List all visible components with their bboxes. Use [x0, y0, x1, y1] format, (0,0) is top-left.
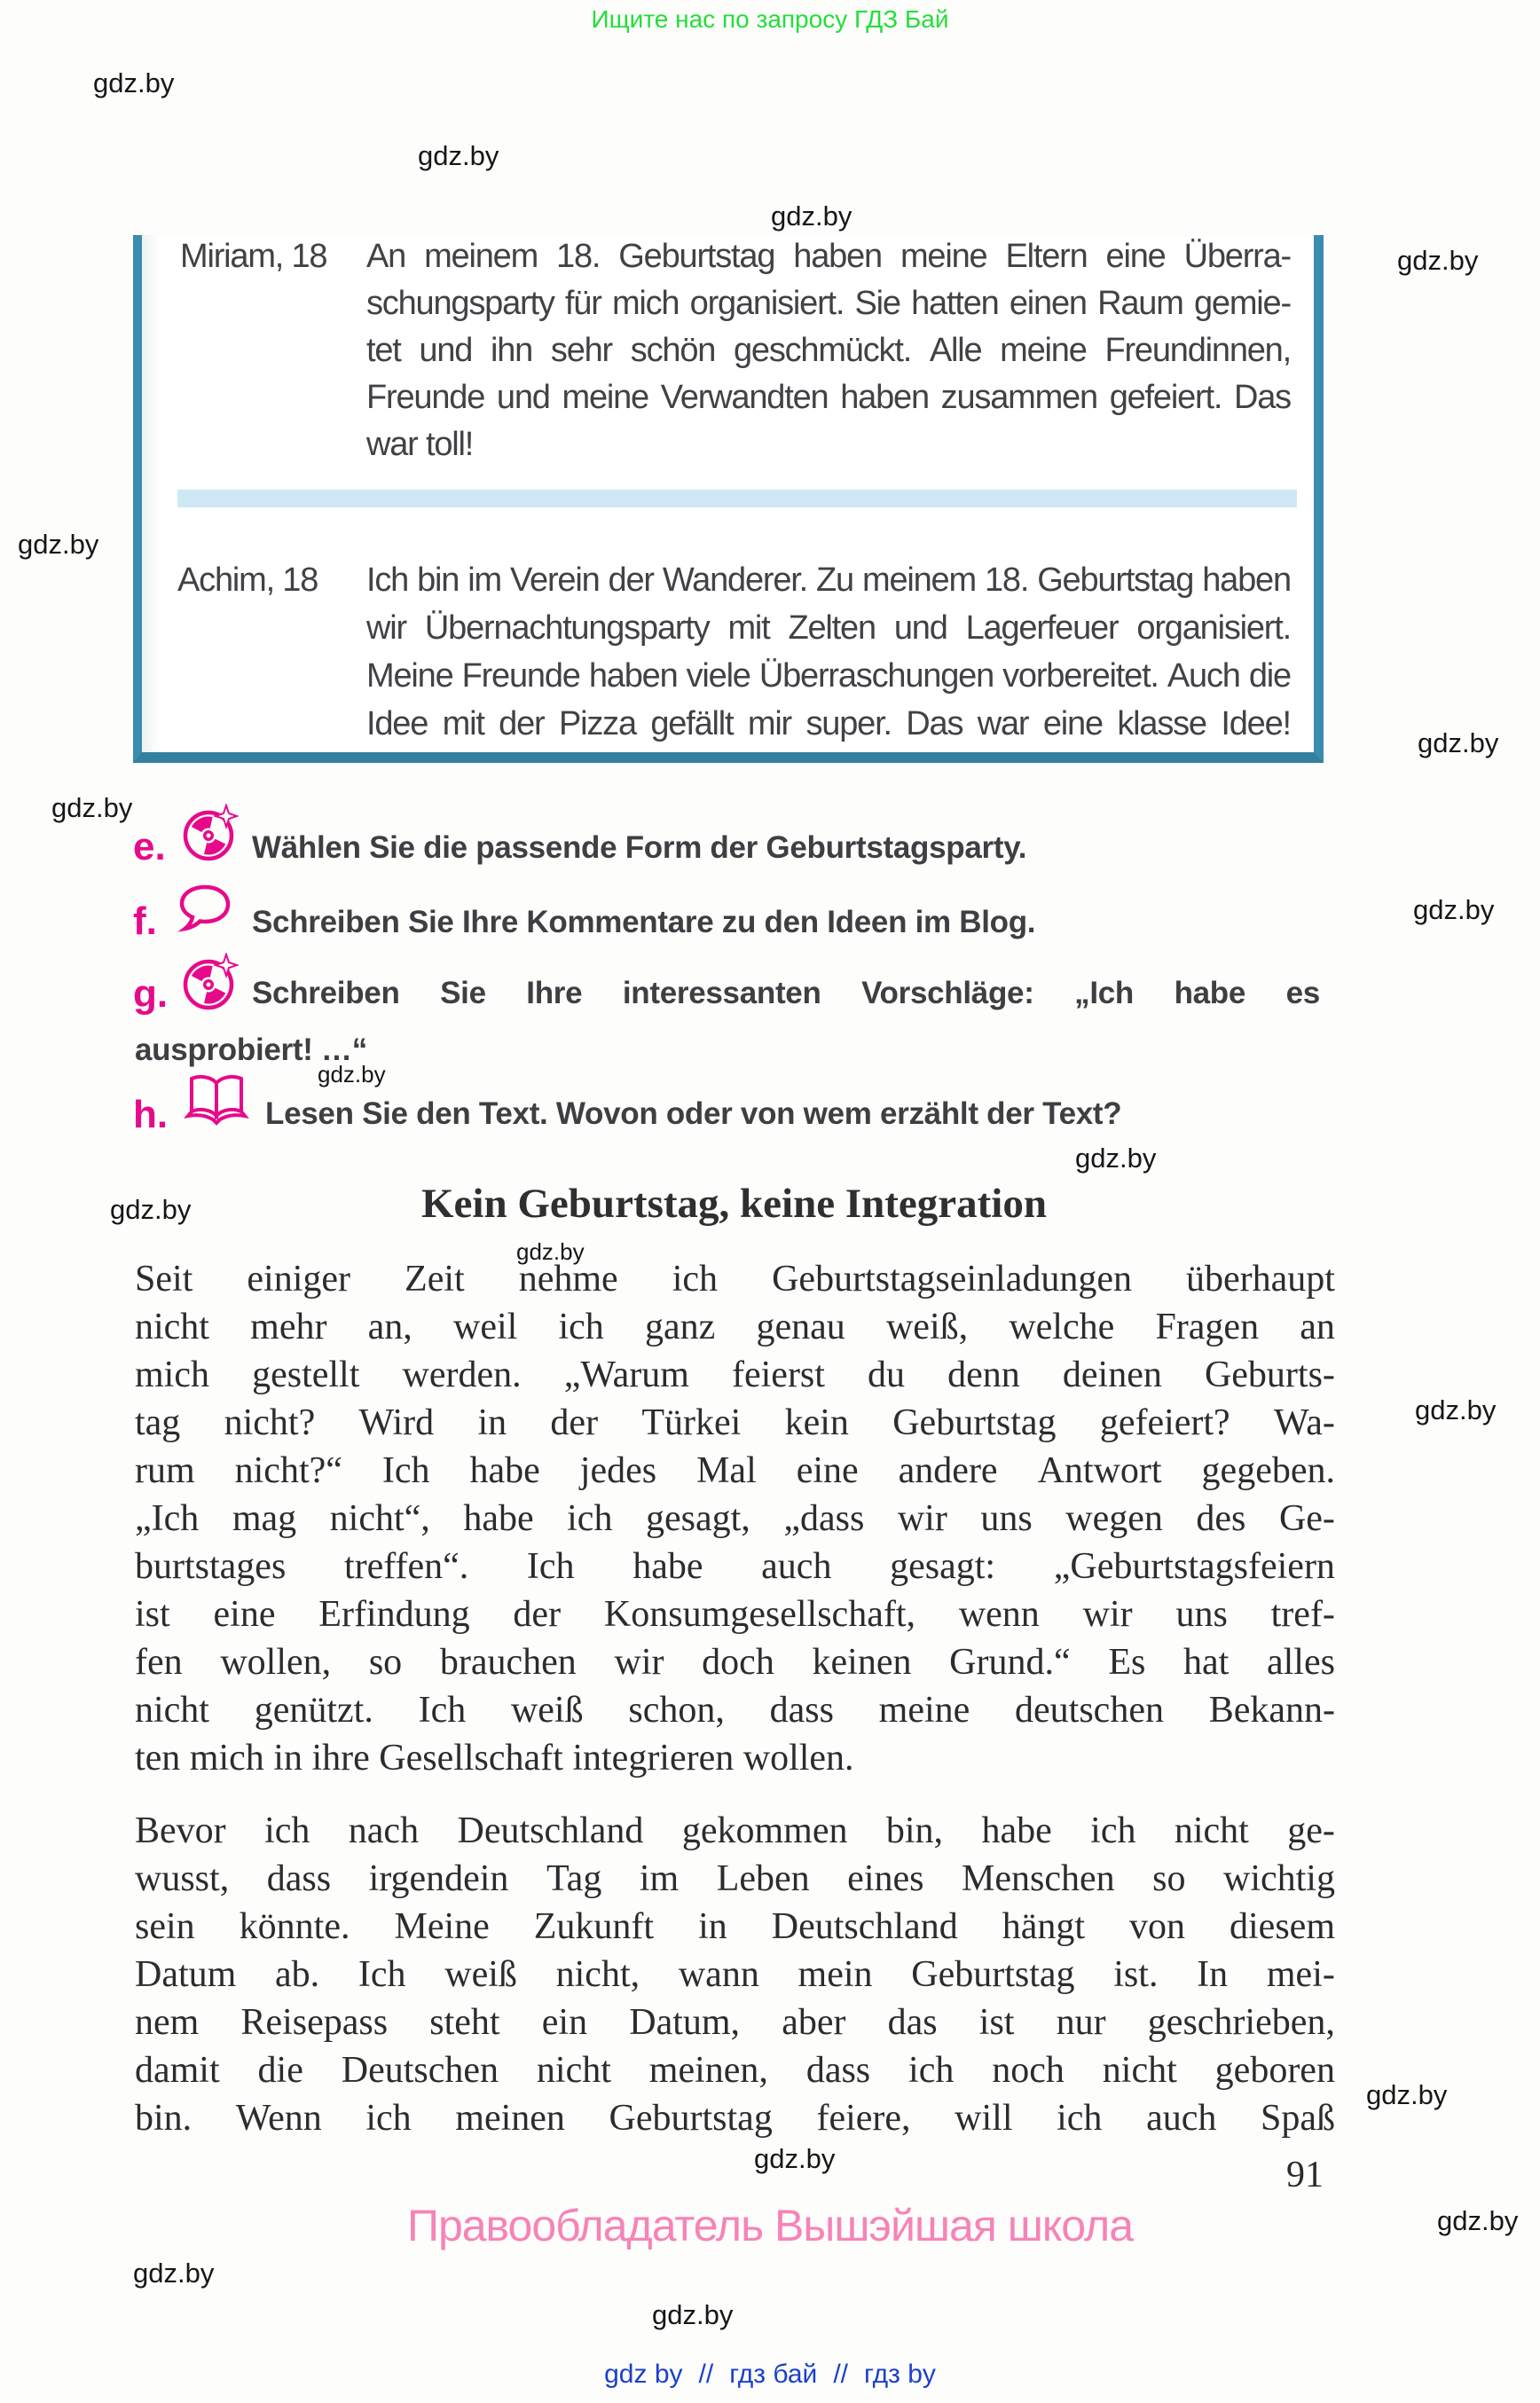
footer-link[interactable]: гдз by	[864, 2360, 936, 2389]
watermark: gdz.by	[652, 2299, 734, 2330]
speech-bubble-icon	[176, 883, 234, 939]
watermark: gdz.by	[18, 529, 99, 560]
task-text: Schreiben Sie Ihre Kommentare zu den Ideen im Blog.	[252, 905, 1036, 939]
footer-links	[0, 2360, 1540, 2390]
watermark: gdz.by	[1413, 894, 1495, 925]
dialog-line: Ich bin im Verein der Wanderer. Zu meinem 18. Geburtstag haben	[366, 561, 1291, 599]
cd-icon	[182, 804, 239, 867]
task-text-wrap: ausprobiert! …“	[135, 1033, 367, 1067]
watermark: gdz.by	[1397, 245, 1479, 276]
dialog-line: war toll!	[366, 426, 474, 463]
cd-icon	[182, 953, 239, 1016]
article-title: Kein Geburtstag, keine Integration	[421, 1181, 1047, 1227]
watermark: gdz.by	[418, 140, 499, 171]
paragraph-line: Bevor ich nach Deutschland gekommen bin, habe ich nicht ge-	[135, 1810, 1335, 1851]
speaker-label: Achim, 18	[177, 561, 318, 599]
paragraph-line: rum nicht?“ Ich habe jedes Mal eine andere Antwort gegeben.	[135, 1450, 1335, 1491]
paragraph-line: ist eine Erfindung der Konsumgesellschaft, wenn wir uns tref-	[135, 1594, 1335, 1635]
footer-link-separator: //	[833, 2360, 848, 2389]
watermark: gdz.by	[110, 1194, 192, 1225]
promo-notice: Ищите нас по запросу ГДЗ Бай	[591, 5, 949, 33]
task-letter-g: g.	[133, 972, 169, 1016]
paragraph-line: Seit einiger Zeit nehme ich Geburtstagseinladungen überhaupt	[135, 1259, 1335, 1300]
paragraph-line: sein könnte. Meine Zukunft in Deutschland hängt von diesem	[135, 1906, 1335, 1947]
dialog-line: An meinem 18. Geburtstag haben meine Eltern eine Überra-	[366, 238, 1291, 275]
watermark: gdz.by	[133, 2258, 215, 2289]
paragraph-line: bin. Wenn ich meinen Geburtstag feiere, will ich auch Spaß	[135, 2098, 1335, 2139]
dialog-line: schungsparty für mich organisiert. Sie hatten einen Raum gemie-	[366, 285, 1291, 322]
dialog-line: tet und ihn sehr schön geschmückt. Alle meine Freundinnen,	[366, 332, 1291, 369]
paragraph-line: mich gestellt werden. „Warum feierst du denn deinen Geburts-	[135, 1355, 1335, 1395]
paragraph-line: nicht mehr an, weil ich ganz genau weiß, welche Fragen an	[135, 1307, 1335, 1347]
footer-link[interactable]: гдз бай	[729, 2360, 818, 2389]
watermark: gdz.by	[1075, 1143, 1157, 1174]
paragraph-line: nicht genützt. Ich weiß schon, dass meine deutschen Bekann-	[135, 1690, 1335, 1731]
watermark: gdz.by	[1437, 2205, 1519, 2236]
paragraph-line: wusst, dass irgendein Tag im Leben eines Menschen so wichtig	[135, 1858, 1335, 1899]
paragraph-line: tag nicht? Wird in der Türkei kein Geburtstag gefeiert? Wa-	[135, 1402, 1335, 1443]
dialog-line: Meine Freunde haben viele Überraschungen vorbereitet. Auch die	[366, 657, 1291, 695]
watermark: gdz.by	[1415, 1394, 1497, 1425]
task-text: Wählen Sie die passende Form der Geburtstagsparty.	[252, 830, 1027, 865]
watermark: gdz.by	[51, 792, 133, 823]
footer-link-separator: //	[698, 2360, 714, 2389]
task-letter-e: e.	[133, 825, 166, 868]
task-text: Schreiben Sie Ihre interessanten Vorschläge: „Ich habe es	[252, 976, 1320, 1010]
paragraph-line: nem Reisepass steht ein Datum, aber das ist nur geschrieben,	[135, 2002, 1335, 2043]
task-letter-h: h.	[133, 1093, 169, 1136]
page-number: 91	[1286, 2155, 1324, 2195]
watermark: gdz.by	[1418, 727, 1499, 758]
watermark: gdz.by	[318, 1061, 386, 1088]
paragraph-line: ten mich in ihre Gesellschaft integrieren wollen.	[135, 1738, 854, 1779]
paragraph-line: Datum ab. Ich weiß nicht, wann mein Geburtstag ist. In mei-	[135, 1954, 1335, 1995]
watermark: gdz.by	[1366, 2079, 1448, 2110]
watermark: gdz.by	[93, 67, 175, 98]
paragraph-line: „Ich mag nicht“, habe ich gesagt, „dass wir uns wegen des Ge-	[135, 1498, 1335, 1539]
paragraph-line: fen wollen, so brauchen wir doch keinen Grund.“ Es hat alles	[135, 1642, 1335, 1683]
dialog-line: Freunde und meine Verwandten haben zusammen gefeiert. Das	[366, 379, 1291, 416]
task-letter-f: f.	[133, 899, 157, 943]
footer-link[interactable]: gdz by	[604, 2360, 683, 2389]
dialog-divider	[177, 490, 1297, 507]
publisher-footer: Правообладатель Вышэйшая школа	[407, 2201, 1133, 2250]
watermark: gdz.by	[771, 200, 852, 232]
paragraph-line: burtstages treffen“. Ich habe auch gesagt: „Geburtstagsfeiern	[135, 1546, 1335, 1587]
paragraph-line: damit die Deutschen nicht meinen, dass ich noch nicht geboren	[135, 2050, 1335, 2091]
task-text: Lesen Sie den Text. Wovon oder von wem erzählt der Text?	[265, 1096, 1122, 1131]
open-book-icon	[184, 1072, 249, 1133]
dialog-line: wir Übernachtungsparty mit Zelten und Lagerfeuer organisiert.	[366, 609, 1291, 647]
speaker-label: Miriam, 18	[180, 238, 327, 275]
dialog-line: Idee mit der Pizza gefällt mir super. Das war eine klasse Idee!	[366, 705, 1291, 742]
watermark: gdz.by	[754, 2143, 836, 2174]
watermark: gdz.by	[516, 1238, 585, 1265]
